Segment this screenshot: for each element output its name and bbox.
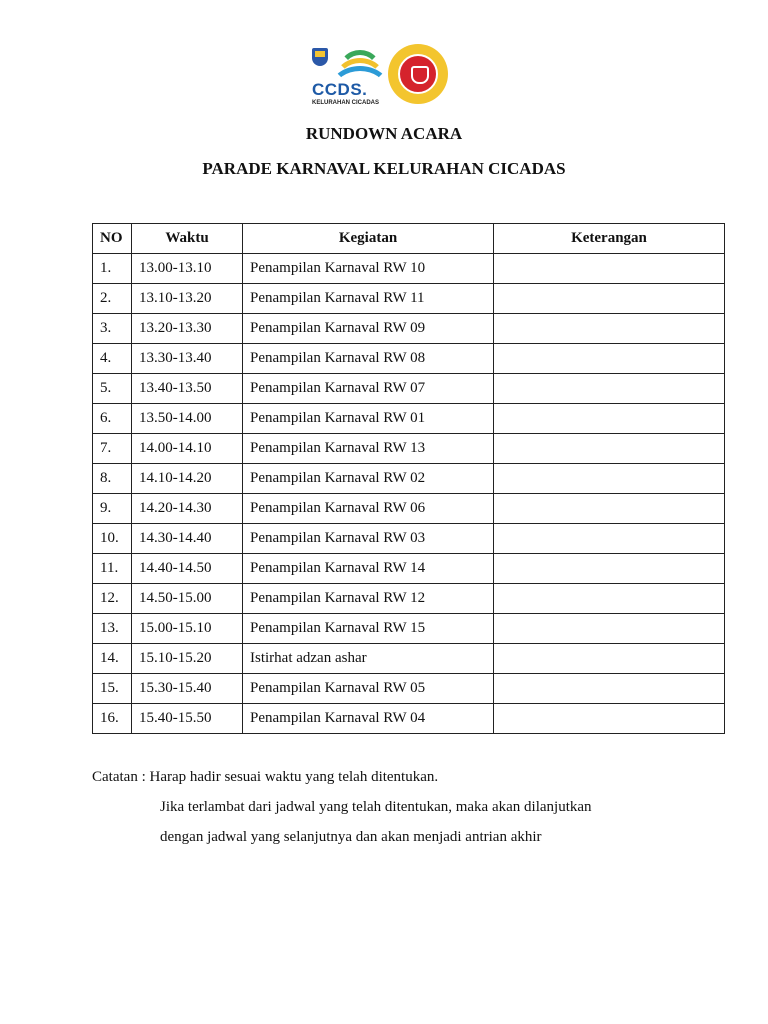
cell-waktu: 14.10-14.20 bbox=[132, 464, 243, 494]
cell-kegiatan: Penampilan Karnaval RW 13 bbox=[243, 434, 494, 464]
cell-waktu: 13.20-13.30 bbox=[132, 314, 243, 344]
cell-waktu: 13.00-13.10 bbox=[132, 254, 243, 284]
cell-no: 5. bbox=[93, 374, 132, 404]
cell-no: 13. bbox=[93, 614, 132, 644]
cell-kegiatan: Penampilan Karnaval RW 03 bbox=[243, 524, 494, 554]
table-row bbox=[93, 344, 725, 374]
emblem-icon bbox=[388, 44, 448, 104]
cell-waktu: 13.50-14.00 bbox=[132, 404, 243, 434]
note-line: dengan jadwal yang selanjutnya dan akan menjadi antrian akhir bbox=[160, 829, 542, 845]
notes bbox=[92, 762, 592, 852]
cell-keterangan bbox=[494, 404, 725, 434]
table-row bbox=[93, 644, 725, 674]
cell-keterangan bbox=[494, 614, 725, 644]
cell-waktu: 14.20-14.30 bbox=[132, 494, 243, 524]
table-row bbox=[93, 404, 725, 434]
cell-waktu: 14.00-14.10 bbox=[132, 434, 243, 464]
table-row bbox=[93, 554, 725, 584]
table-row bbox=[93, 614, 725, 644]
cell-waktu: 14.40-14.50 bbox=[132, 554, 243, 584]
table-row bbox=[93, 254, 725, 284]
rundown-table bbox=[92, 223, 725, 734]
cell-keterangan bbox=[494, 554, 725, 584]
cell-keterangan bbox=[494, 494, 725, 524]
cell-waktu: 15.40-15.50 bbox=[132, 704, 243, 734]
table-header bbox=[93, 224, 725, 254]
cell-keterangan bbox=[494, 434, 725, 464]
cell-waktu: 14.50-15.00 bbox=[132, 584, 243, 614]
cell-kegiatan: Istirhat adzan ashar bbox=[243, 644, 494, 674]
cell-kegiatan: Penampilan Karnaval RW 01 bbox=[243, 404, 494, 434]
cell-no: 2. bbox=[93, 284, 132, 314]
cell-kegiatan: Penampilan Karnaval RW 02 bbox=[243, 464, 494, 494]
table-row bbox=[93, 674, 725, 704]
table-row bbox=[93, 464, 725, 494]
header-no: NO bbox=[93, 224, 132, 254]
table-row bbox=[93, 584, 725, 614]
cell-kegiatan: Penampilan Karnaval RW 07 bbox=[243, 374, 494, 404]
table-row bbox=[93, 284, 725, 314]
cell-no: 6. bbox=[93, 404, 132, 434]
table-row bbox=[93, 434, 725, 464]
cell-keterangan bbox=[494, 284, 725, 314]
cell-waktu: 15.10-15.20 bbox=[132, 644, 243, 674]
cell-no: 10. bbox=[93, 524, 132, 554]
city-crest-icon bbox=[312, 48, 328, 66]
table-row bbox=[93, 314, 725, 344]
cell-waktu: 13.10-13.20 bbox=[132, 284, 243, 314]
cell-keterangan bbox=[494, 254, 725, 284]
cell-keterangan bbox=[494, 644, 725, 674]
cell-no: 4. bbox=[93, 344, 132, 374]
cell-waktu: 13.40-13.50 bbox=[132, 374, 243, 404]
cell-kegiatan: Penampilan Karnaval RW 09 bbox=[243, 314, 494, 344]
cell-no: 3. bbox=[93, 314, 132, 344]
cell-kegiatan: Penampilan Karnaval RW 15 bbox=[243, 614, 494, 644]
cell-kegiatan: Penampilan Karnaval RW 06 bbox=[243, 494, 494, 524]
cell-waktu: 13.30-13.40 bbox=[132, 344, 243, 374]
note-line: Jika terlambat dari jadwal yang telah ditentukan, maka akan dilanjutkan bbox=[160, 799, 592, 815]
header-waktu: Waktu bbox=[132, 224, 243, 254]
cell-kegiatan: Penampilan Karnaval RW 10 bbox=[243, 254, 494, 284]
cell-keterangan bbox=[494, 344, 725, 374]
cell-kegiatan: Penampilan Karnaval RW 11 bbox=[243, 284, 494, 314]
cell-kegiatan: Penampilan Karnaval RW 14 bbox=[243, 554, 494, 584]
table-row bbox=[93, 374, 725, 404]
cell-no: 12. bbox=[93, 584, 132, 614]
cell-no: 16. bbox=[93, 704, 132, 734]
cell-no: 8. bbox=[93, 464, 132, 494]
doc-title: RUNDOWN ACARA bbox=[305, 124, 463, 143]
cell-no: 15. bbox=[93, 674, 132, 704]
cell-no: 1. bbox=[93, 254, 132, 284]
cell-kegiatan: Penampilan Karnaval RW 05 bbox=[243, 674, 494, 704]
doc-subtitle: PARADE KARNAVAL KELURAHAN CICADAS bbox=[202, 159, 566, 178]
cell-keterangan bbox=[494, 704, 725, 734]
cell-keterangan bbox=[494, 674, 725, 704]
cell-kegiatan: Penampilan Karnaval RW 12 bbox=[243, 584, 494, 614]
ccds-logo: CCDS. KELURAHAN CICADAS bbox=[308, 44, 378, 106]
cell-no: 14. bbox=[93, 644, 132, 674]
cell-keterangan bbox=[494, 524, 725, 554]
header-keterangan: Keterangan bbox=[494, 224, 725, 254]
table-row bbox=[93, 524, 725, 554]
header-kegiatan: Kegiatan bbox=[243, 224, 494, 254]
cell-waktu: 15.00-15.10 bbox=[132, 614, 243, 644]
cell-keterangan bbox=[494, 374, 725, 404]
cell-keterangan bbox=[494, 584, 725, 614]
cell-no: 9. bbox=[93, 494, 132, 524]
cell-waktu: 15.30-15.40 bbox=[132, 674, 243, 704]
cell-keterangan bbox=[494, 314, 725, 344]
cell-no: 7. bbox=[93, 434, 132, 464]
cell-kegiatan: Penampilan Karnaval RW 04 bbox=[243, 704, 494, 734]
logos bbox=[300, 40, 450, 110]
cell-kegiatan: Penampilan Karnaval RW 08 bbox=[243, 344, 494, 374]
note-line: Catatan : Harap hadir sesuai waktu yang telah ditentukan. bbox=[92, 769, 439, 785]
table-row bbox=[93, 704, 725, 734]
cell-no: 11. bbox=[93, 554, 132, 584]
cell-waktu: 14.30-14.40 bbox=[132, 524, 243, 554]
cell-keterangan bbox=[494, 464, 725, 494]
table-row bbox=[93, 494, 725, 524]
